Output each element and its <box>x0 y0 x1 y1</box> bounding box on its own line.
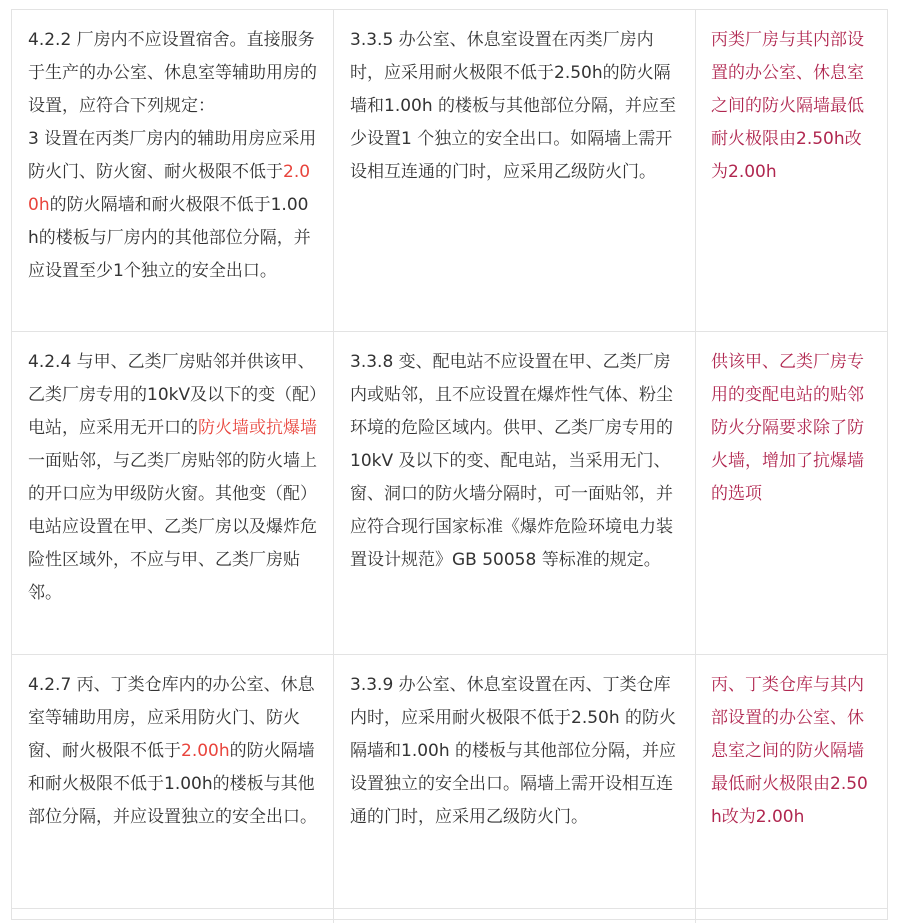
clause-text: 4.2.7 丙、丁类仓库内的办公室、休息室等辅助用房，应采用防火门、防火窗、耐火极限不低于 <box>28 675 315 761</box>
old-code-cell <box>334 655 696 908</box>
old-code-cell <box>334 909 696 923</box>
highlighted-change: 2.00h <box>28 162 311 215</box>
highlighted-change: 防火墙或抗爆墙 <box>198 418 317 438</box>
new-code-cell <box>12 332 334 654</box>
new-code-cell <box>12 10 334 331</box>
clause-text: 的防火隔墙和耐火极限不低于1.00h的楼板与厂房内的其他部位分隔，并应设置至少1个独立的安全出口。 <box>28 195 311 281</box>
clause-text: 4.2.2 厂房内不应设置宿舍。直接服务于生产的办公室、休息室等辅助用房的设置，应符合下列规定： <box>28 30 317 116</box>
change-note-cell <box>696 332 885 654</box>
highlighted-change: 2.00h <box>181 741 230 761</box>
table-row-partial <box>12 909 887 920</box>
clause-text: 4.2.4 与甲、乙类厂房贴邻并供该甲、乙类厂房专用的10kV及以下的变（配）电站，应采用无开口的 <box>28 352 318 438</box>
change-note-cell <box>696 10 885 331</box>
clause-text: 一面贴邻，与乙类厂房贴邻的防火墙上的开口应为甲级防火窗。其他变（配）电站应设置在甲、乙类厂房以及爆炸危险性区域外，不应与甲、乙类厂房贴邻。 <box>28 451 317 603</box>
old-code-cell <box>334 332 696 654</box>
change-note: 丙类厂房与其内部设置的办公室、休息室之间的防火隔墙最低耐火极限由2.50h改为2.00h <box>711 30 864 182</box>
change-note-cell <box>696 909 885 923</box>
change-note: 丙、丁类仓库与其内部设置的办公室、休息室之间的防火隔墙最低耐火极限由2.50h改为2.00h <box>711 675 868 827</box>
table-row <box>12 655 887 909</box>
old-code-cell <box>334 10 696 331</box>
table-row <box>12 332 887 655</box>
table-row <box>12 10 887 332</box>
change-note: 供该甲、乙类厂房专用的变配电站的贴邻防火分隔要求除了防火墙，增加了抗爆墙的选项 <box>711 352 864 504</box>
clause-text: 3.3.5 办公室、休息室设置在丙类厂房内时，应采用耐火极限不低于2.50h的防火隔墙和1.00h 的楼板与其他部位分隔，并应至少设置1 个独立的安全出口。如隔墙上需开设相互连通的门时，应采用乙级防火门。 <box>350 30 677 182</box>
clause-text: 3.3.9 办公室、休息室设置在丙、丁类仓库内时，应采用耐火极限不低于2.50h 的防火隔墙和1.00h 的楼板与其他部位分隔，并应设置独立的安全出口。隔墙上需开设相互连通的门时，应采用乙级防火门。 <box>350 675 677 827</box>
comparison-table <box>11 9 888 920</box>
change-note-cell <box>696 655 885 908</box>
new-code-cell <box>12 655 334 908</box>
clause-text: 3 设置在丙类厂房内的辅助用房应采用防火门、防火窗、耐火极限不低于 <box>28 129 317 182</box>
clause-text: 3.3.8 变、配电站不应设置在甲、乙类厂房内或贴邻，且不应设置在爆炸性气体、粉尘环境的危险区域内。供甲、乙类厂房专用的10kV 及以下的变、配电站，当采用无门、窗、洞口的防火墙分隔时，可一面贴邻，并应符合现行国家标准《爆炸危险环境电力装置设计规范》GB 50058 等标准的规定。 <box>350 352 673 570</box>
new-code-cell <box>12 909 334 923</box>
clause-text: 的防火隔墙和耐火极限不低于1.00h的楼板与其他部位分隔，并应设置独立的安全出口。 <box>28 741 317 827</box>
